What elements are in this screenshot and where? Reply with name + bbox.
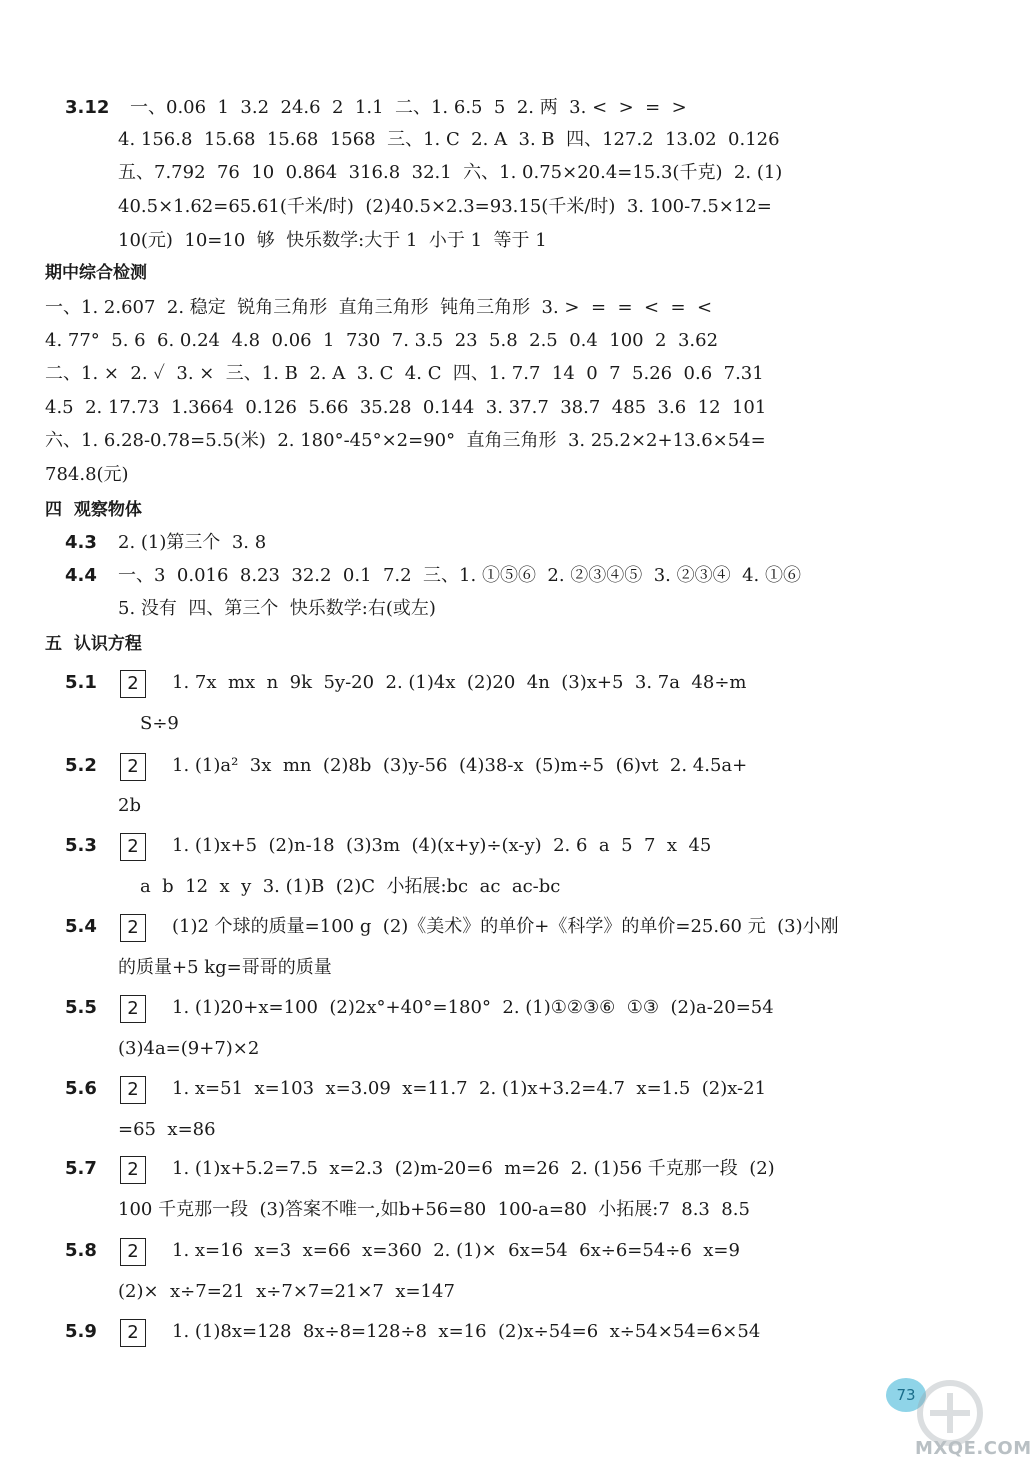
boxed-number: 2 (120, 914, 146, 942)
label-5-7: 5.7 (65, 1158, 97, 1179)
text-line: 一、3 0.016 8.23 32.2 0.1 7.2 三、1. ①⑤⑥ 2. ②③④⑤ 3. ②③④ 4. ①⑥ (118, 565, 801, 586)
label-4-4: 4.4 (65, 565, 97, 586)
boxed-number: 2 (120, 1076, 146, 1104)
text-line: 1. (1)a² 3x mn (2)8b (3)y-56 (4)38-x (5)m÷5 (6)vt 2. 4.5a+ (172, 755, 748, 776)
heading-observe-objects: 四 观察物体 (45, 500, 142, 520)
boxed-number: 2 (120, 1238, 146, 1266)
text-line: 2b (118, 795, 141, 816)
text-line: 二、1. × 2. ✓ 3. × 三、1. B 2. A 3. C 4. C 四、1. 7.7 14 0 7 5.26 0.6 7.31 (45, 363, 764, 384)
label-5-8: 5.8 (65, 1240, 97, 1261)
boxed-number: 2 (120, 1319, 146, 1347)
label-3-12: 3.12 (65, 97, 110, 118)
label-4-3: 4.3 (65, 532, 97, 553)
text-line: 1. x=16 x=3 x=66 x=360 2. (1)× 6x=54 6x÷6=54÷6 x=9 (172, 1240, 740, 1261)
boxed-number: 2 (120, 833, 146, 861)
text-line: (3)4a=(9+7)×2 (118, 1038, 260, 1059)
text-line: 2. (1)第三个 3. 8 (118, 532, 267, 553)
text-line: 五、7.792 76 10 0.864 316.8 32.1 六、1. 0.75×20.4=15.3(千克) 2. (1) (118, 162, 783, 183)
text-line: 1. (1)x+5.2=7.5 x=2.3 (2)m-20=6 m=26 2. (1)56 千克那一段 (2) (172, 1158, 775, 1179)
text-line: 1. (1)20+x=100 (2)2x°+40°=180° 2. (1)①②③⑥ ①③ (2)a-20=54 (172, 997, 774, 1018)
text-line: 40.5×1.62=65.61(千米/时) (2)40.5×2.3=93.15(千米/时) 3. 100-7.5×12= (118, 196, 772, 217)
text-line: 六、1. 6.28-0.78=5.5(米) 2. 180°-45°×2=90° 直角三角形 3. 25.2×2+13.6×54= (45, 430, 766, 451)
watermark-text: MXQE.COM (915, 1438, 1032, 1459)
text-line: 100 千克那一段 (3)答案不唯一,如b+56=80 100-a=80 小拓展:7 8.3 8.5 (118, 1199, 750, 1220)
label-5-4: 5.4 (65, 916, 97, 937)
page-number: 73 (886, 1378, 926, 1412)
text-line: 10(元) 10=10 够 快乐数学:大于 1 小于 1 等于 1 (118, 230, 547, 251)
text-line: 1. (1)x+5 (2)n-18 (3)3m (4)(x+y)÷(x-y) 2. 6 a 5 7 x 45 (172, 835, 712, 856)
text-line: 1. 7x mx n 9k 5y-20 2. (1)4x (2)20 4n (3)x+5 3. 7a 48÷m (172, 672, 747, 693)
heading-equations: 五 认识方程 (45, 634, 142, 654)
text-line: 一、1. 2.607 2. 稳定 锐角三角形 直角三角形 钝角三角形 3. > = = < = < (45, 297, 713, 318)
label-5-5: 5.5 (65, 997, 97, 1018)
text-line: 4.5 2. 17.73 1.3664 0.126 5.66 35.28 0.144 3. 37.7 38.7 485 3.6 12 101 (45, 397, 767, 418)
text-line: (2)× x÷7=21 x÷7×7=21×7 x=147 (118, 1281, 455, 1302)
text-line: 5. 没有 四、第三个 快乐数学:右(或左) (118, 598, 436, 619)
text-line: a b 12 x y 3. (1)B (2)C 小拓展:bc ac ac-bc (140, 876, 561, 897)
label-5-3: 5.3 (65, 835, 97, 856)
text-line: 4. 77° 5. 6 6. 0.24 4.8 0.06 1 730 7. 3.5 23 5.8 2.5 0.4 100 2 3.62 (45, 330, 719, 351)
text-line: 1. x=51 x=103 x=3.09 x=11.7 2. (1)x+3.2=4.7 x=1.5 (2)x-21 (172, 1078, 767, 1099)
label-5-9: 5.9 (65, 1321, 97, 1342)
text-line: 一、0.06 1 3.2 24.6 2 1.1 二、1. 6.5 5 2. 两 3. < > = > (130, 97, 687, 118)
text-line: 784.8(元) (45, 464, 129, 485)
heading-midterm: 期中综合检测 (45, 263, 147, 283)
label-5-6: 5.6 (65, 1078, 97, 1099)
text-line: (1)2 个球的质量=100 g (2)《美术》的单价+《科学》的单价=25.60 元 (3)小刚 (172, 916, 839, 937)
text-line: 1. (1)8x=128 8x÷8=128÷8 x=16 (2)x÷54=6 x÷54×54=6×54 (172, 1321, 761, 1342)
boxed-number: 2 (120, 995, 146, 1023)
label-5-2: 5.2 (65, 755, 97, 776)
boxed-number: 2 (120, 670, 146, 698)
text-line: =65 x=86 (118, 1119, 216, 1140)
boxed-number: 2 (120, 753, 146, 781)
boxed-number: 2 (120, 1156, 146, 1184)
text-line: 4. 156.8 15.68 15.68 1568 三、1. C 2. A 3. B 四、127.2 13.02 0.126 (118, 129, 780, 150)
text-line: 的质量+5 kg=哥哥的质量 (118, 957, 332, 978)
label-5-1: 5.1 (65, 672, 97, 693)
text-line: S÷9 (140, 713, 179, 734)
